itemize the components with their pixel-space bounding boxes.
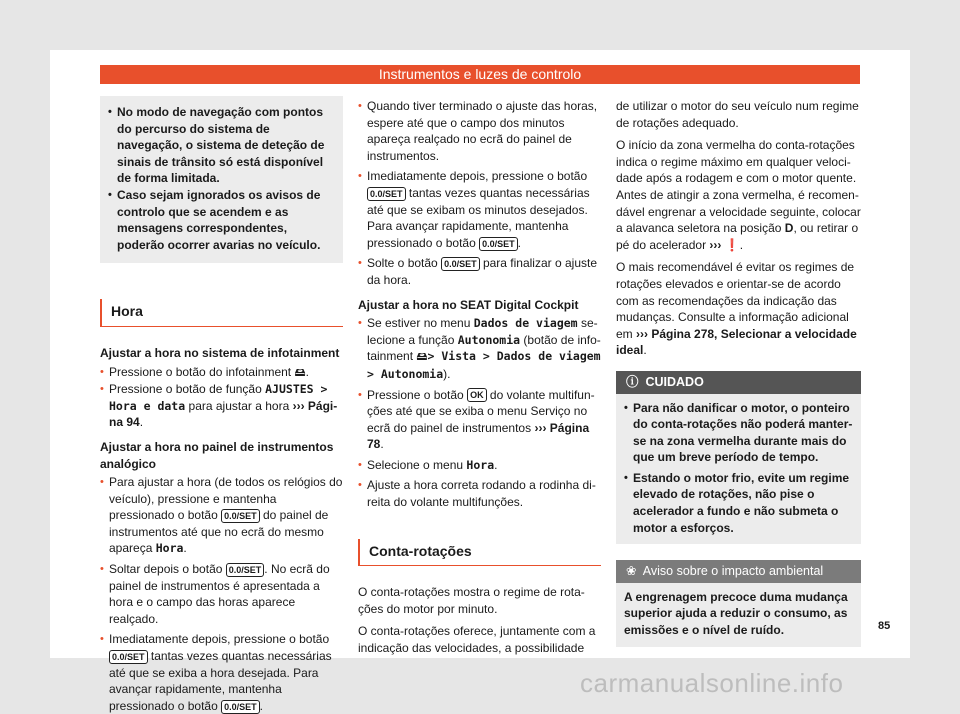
notice-box bbox=[100, 96, 343, 263]
eco-text: A engrenagem precoce duma mudança superior ajuda a reduzir o consumo, as emissões e o nível de ruído. bbox=[624, 589, 848, 638]
list-item: • Para ajustar a hora (de todos os relógios do veículo), pressione e mantenha pressionado o botão 0.0/SET do painel de instrumentos até que no ecrã do mesmo apareça Hora. bbox=[100, 475, 343, 556]
set-button-icon: 0.0/SET bbox=[221, 700, 260, 714]
column-1 bbox=[100, 98, 343, 714]
paragraph: O conta-rotações mostra o regime de rotações do motor por minuto. bbox=[358, 585, 585, 616]
ok-button-icon: OK bbox=[467, 388, 487, 402]
caution-box bbox=[616, 371, 861, 544]
subheading: Ajustar a hora no sistema de infotainment bbox=[100, 345, 340, 360]
list-item: • Ajuste a hora correta rodando a rodinha direita do volante multifunções. bbox=[358, 478, 596, 510]
page-header: Instrumentos e luzes de controlo bbox=[100, 65, 860, 84]
paragraph: O conta-rotações oferece, juntamente com a indicação das velocidades, a possibilidade bbox=[358, 624, 596, 656]
leaf-icon: ❀ bbox=[626, 564, 637, 579]
set-button-icon: 0.0/SET bbox=[441, 257, 480, 271]
watermark: carmanualsonline.info bbox=[580, 668, 844, 698]
list-item: • Pressione o botão do infotainment 🖴. bbox=[100, 364, 309, 379]
list-item: • Se estiver no menu Dados de viagem selecione a função Autonomia (botão de infotainment 🖴> Vista > Dados de viagem > Autonomia). bbox=[358, 316, 601, 381]
caution-icon: ⓘ bbox=[626, 374, 639, 389]
infotainment-icon: 🖴 bbox=[416, 351, 428, 364]
subheading: Ajustar a hora no painel de instrumentos analógico bbox=[100, 439, 334, 471]
page-reference[interactable]: ››› Página 78 bbox=[367, 420, 590, 452]
paragraph: O mais recomendável é evitar os regimes de rotações elevados e orientar-se de acordo com as recomendações da indicação das mudanças. Consulte a informação adicional em ››› Página 278, Selecionar a velocidade ideal. bbox=[616, 260, 857, 358]
section-title: Hora bbox=[100, 299, 343, 327]
list-item: • Pressione o botão de função AJUSTES > Hora e data para ajustar a hora ››› Página 94. bbox=[100, 382, 338, 430]
list-item: • Estando o motor frio, evite um regime elevado de rotações, não pise o acelerador a fundo e não submeta o motor a esforços. bbox=[624, 470, 850, 535]
page-reference[interactable]: ››› bbox=[709, 237, 722, 252]
list-item: • Soltar depois o botão 0.0/SET . No ecrã do painel de instrumentos é apresentada a hora e o campo das horas aparece realçado. bbox=[100, 562, 330, 626]
list-item: • Quando tiver terminado o ajuste das horas, espere até que o campo dos minutos apareça realçado no ecrã do painel de instrumentos. bbox=[358, 99, 598, 163]
section-title: Conta-rotações bbox=[358, 539, 601, 567]
set-button-icon: 0.0/SET bbox=[109, 650, 148, 664]
page-number: 85 bbox=[878, 620, 891, 632]
page-reference[interactable]: ››› Página 278, Selecionar a velocidade ideal bbox=[616, 326, 857, 358]
set-button-icon: 0.0/SET bbox=[367, 187, 406, 201]
list-item: • No modo de navegação com pontos do percurso do sistema de navegação, o sistema de deteção de sinais de trânsito só está disponível de forma limitada. bbox=[108, 105, 325, 186]
list-item: • Caso sejam ignorados os avisos de controlo que se acendem e as mensagens correspondentes, poderão ocorrer avarias no veículo. bbox=[108, 187, 321, 252]
page-reference[interactable]: ››› Página 94 bbox=[109, 398, 338, 430]
warning-icon: ❗ bbox=[724, 237, 740, 252]
list-item: • Pressione o botão OK do volante multifunções até que se exiba o menu Serviço no ecrã do painel de instrumentos ››› Página 78. bbox=[358, 387, 595, 452]
paragraph: O início da zona vermelha do conta-rotações indica o regime máximo em qualquer velocidade após a rodagem e com o motor quente. Antes de atingir a zona vermelha, é recomendável engrenar a velocidade seguinte, colocar a alavanca seletora na posição D, ou retirar o pé do acelerador ››› ❗. bbox=[616, 138, 861, 252]
column-2 bbox=[358, 98, 601, 663]
caution-title: ⓘ CUIDADO bbox=[616, 371, 861, 394]
eco-title: ❀ Aviso sobre o impacto ambiental bbox=[616, 560, 861, 583]
list-item: • Para não danificar o motor, o ponteiro do conta-rotações não poderá manter-se na zona vermelha durante mais do que um breve período de tempo. bbox=[624, 400, 853, 465]
paragraph: de utilizar o motor do seu veículo num regime de rotações adequado. bbox=[616, 99, 859, 130]
column-3 bbox=[616, 98, 861, 647]
infotainment-icon: 🖴 bbox=[294, 366, 306, 379]
list-item: • Solte o botão 0.0/SET para finalizar o ajuste da hora. bbox=[358, 256, 598, 287]
list-item: • Imediatamente depois, pressione o botão 0.0/SET tantas vezes quantas necessárias até que se exibam os minutos desejados. Para avançar rapidamente, mantenha pressionado o botão 0.0/SET . bbox=[358, 169, 590, 250]
subheading: Ajustar a hora no SEAT Digital Cockpit bbox=[358, 297, 579, 312]
set-button-icon: 0.0/SET bbox=[479, 237, 518, 251]
set-button-icon: 0.0/SET bbox=[221, 509, 260, 523]
set-button-icon: 0.0/SET bbox=[226, 563, 265, 577]
list-item: • Imediatamente depois, pressione o botão 0.0/SET tantas vezes quantas necessárias até que se exiba a hora desejada. Para avançar rapidamente, mantenha pressionado o botão 0.0/SET . bbox=[100, 632, 332, 713]
list-item: • Selecione o menu Hora. bbox=[358, 457, 498, 472]
eco-box bbox=[616, 560, 861, 646]
